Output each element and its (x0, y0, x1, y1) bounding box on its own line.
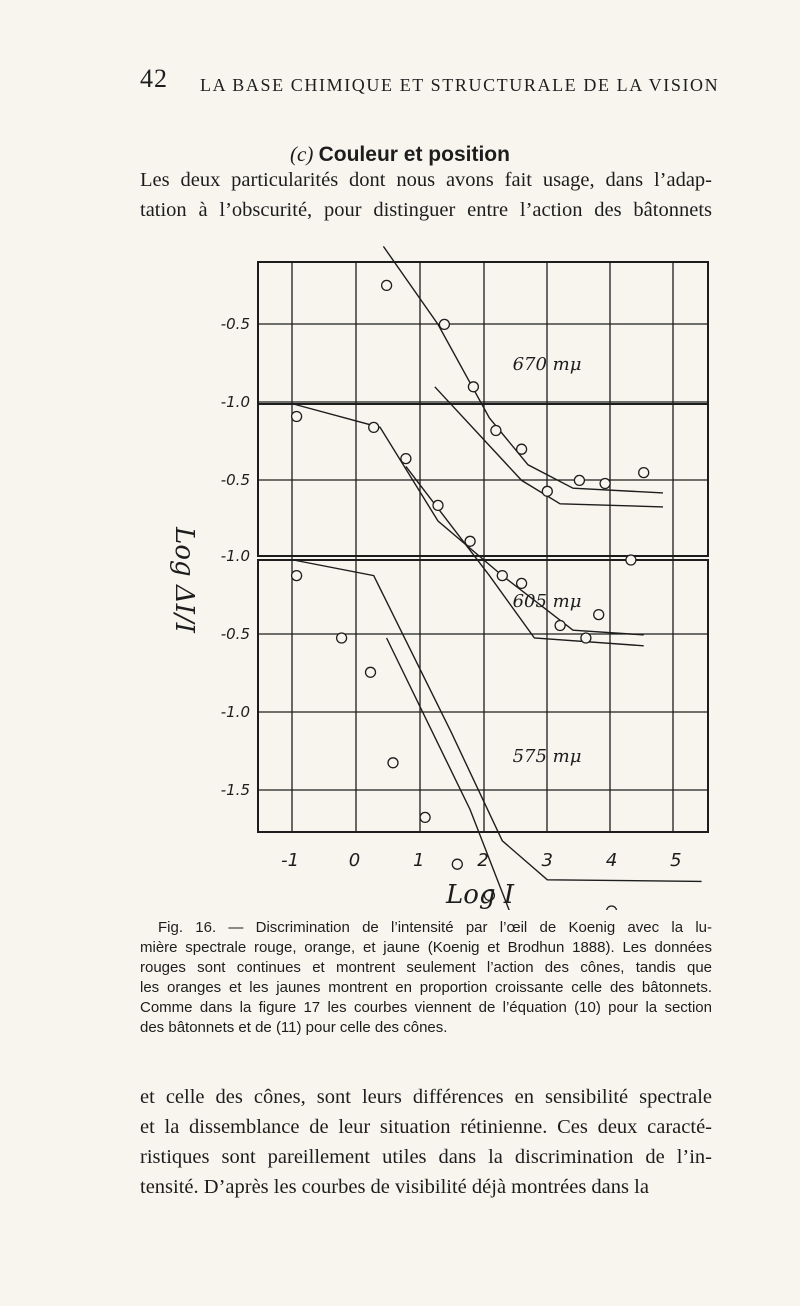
data-point (517, 578, 527, 588)
panel-label: 575 mμ (512, 746, 582, 767)
x-tick-label: 0 (348, 850, 361, 871)
data-point (452, 859, 462, 869)
running-title: LA BASE CHIMIQUE ET STRUCTURALE DE LA VISION (200, 75, 720, 95)
caption-line: mière spectrale rouge, orange, et jaune (Koenig et Brodhun 1888). Les données (140, 939, 712, 956)
y-tick-label: -1.0 (220, 547, 250, 565)
data-point (542, 486, 552, 496)
data-point (555, 621, 565, 631)
panel-label: 670 mμ (512, 354, 582, 375)
figure-caption (140, 918, 712, 1038)
data-point (388, 758, 398, 768)
data-point (465, 536, 475, 546)
data-point (401, 454, 411, 464)
data-point (382, 280, 392, 290)
caption-line: les oranges et les jaunes montrent en proportion croissante celle des bâtonnets. (140, 979, 712, 996)
y-tick-label: -1.0 (220, 703, 250, 721)
x-tick-label: 1 (412, 850, 425, 871)
body-line: tensité. D’après les courbes de visibilité déjà montrées dans la (140, 1176, 649, 1198)
x-axis-title: Log I (445, 880, 515, 910)
data-point (337, 633, 347, 643)
data-point (420, 812, 430, 822)
panel-frame (258, 560, 708, 832)
panel-label: 605 mμ (512, 591, 582, 612)
data-point (639, 468, 649, 478)
x-tick-label: -1 (281, 850, 300, 871)
y-axis-title: Log ΔI/I (169, 527, 199, 633)
data-point (517, 444, 527, 454)
data-point (369, 422, 379, 432)
caption-line: rouges sont continues et montrent seulement l’action des cônes, tandis que (140, 959, 712, 976)
caption-line: Comme dans la figure 17 les courbes viennent de l’équation (10) pour la section (140, 999, 712, 1016)
chart-grid (258, 262, 708, 832)
x-tick-label: 4 (605, 850, 618, 871)
data-point (600, 479, 610, 489)
data-point (292, 412, 302, 422)
data-point (433, 500, 443, 510)
data-point (366, 667, 376, 677)
data-point (574, 475, 584, 485)
theory-curve (293, 560, 701, 881)
y-tick-label: -1.5 (220, 781, 250, 799)
data-point (468, 382, 478, 392)
x-tick-label: 3 (541, 850, 554, 871)
theory-curve (293, 404, 643, 635)
y-tick-label: -1.0 (220, 393, 250, 411)
y-tick-label: -0.5 (220, 625, 250, 643)
intro-line: tation à l’obscurité, pour distinguer entre l’action des bâtonnets (140, 199, 712, 221)
y-tick-label: -0.5 (220, 471, 250, 489)
caption-line: Fig. 16. — Discrimination de l’intensité par l’œil de Koenig avec la lu- (158, 919, 712, 936)
section-label: (c) (290, 142, 314, 166)
data-point (626, 555, 636, 565)
data-point (439, 319, 449, 329)
panel-frame (258, 262, 708, 556)
chart-points (292, 280, 649, 910)
data-point (292, 571, 302, 581)
data-point (594, 610, 604, 620)
data-point (491, 426, 501, 436)
y-tick-label: -0.5 (220, 315, 250, 333)
data-point (607, 906, 617, 910)
body-line: ristiques sont pareillement utiles dans la discrimination de l’in- (140, 1146, 712, 1168)
data-point (581, 633, 591, 643)
body-line: et celle des cônes, sont leurs différences en sensibilité spectrale (140, 1086, 712, 1108)
section-title: Couleur et position (318, 143, 510, 166)
body-line: et la dissemblance de leur situation rétinienne. Ces deux caracté- (140, 1116, 712, 1138)
intro-line: Les deux particularités dont nous avons fait usage, dans l’adap- (140, 169, 712, 191)
caption-line: des bâtonnets et de (11) pour celle des cônes. (140, 1019, 448, 1036)
page-number: 42 (140, 64, 168, 93)
x-tick-label: 5 (670, 850, 682, 871)
body-paragraph (140, 1082, 712, 1202)
x-tick-label: 2 (477, 850, 489, 871)
data-point (497, 571, 507, 581)
